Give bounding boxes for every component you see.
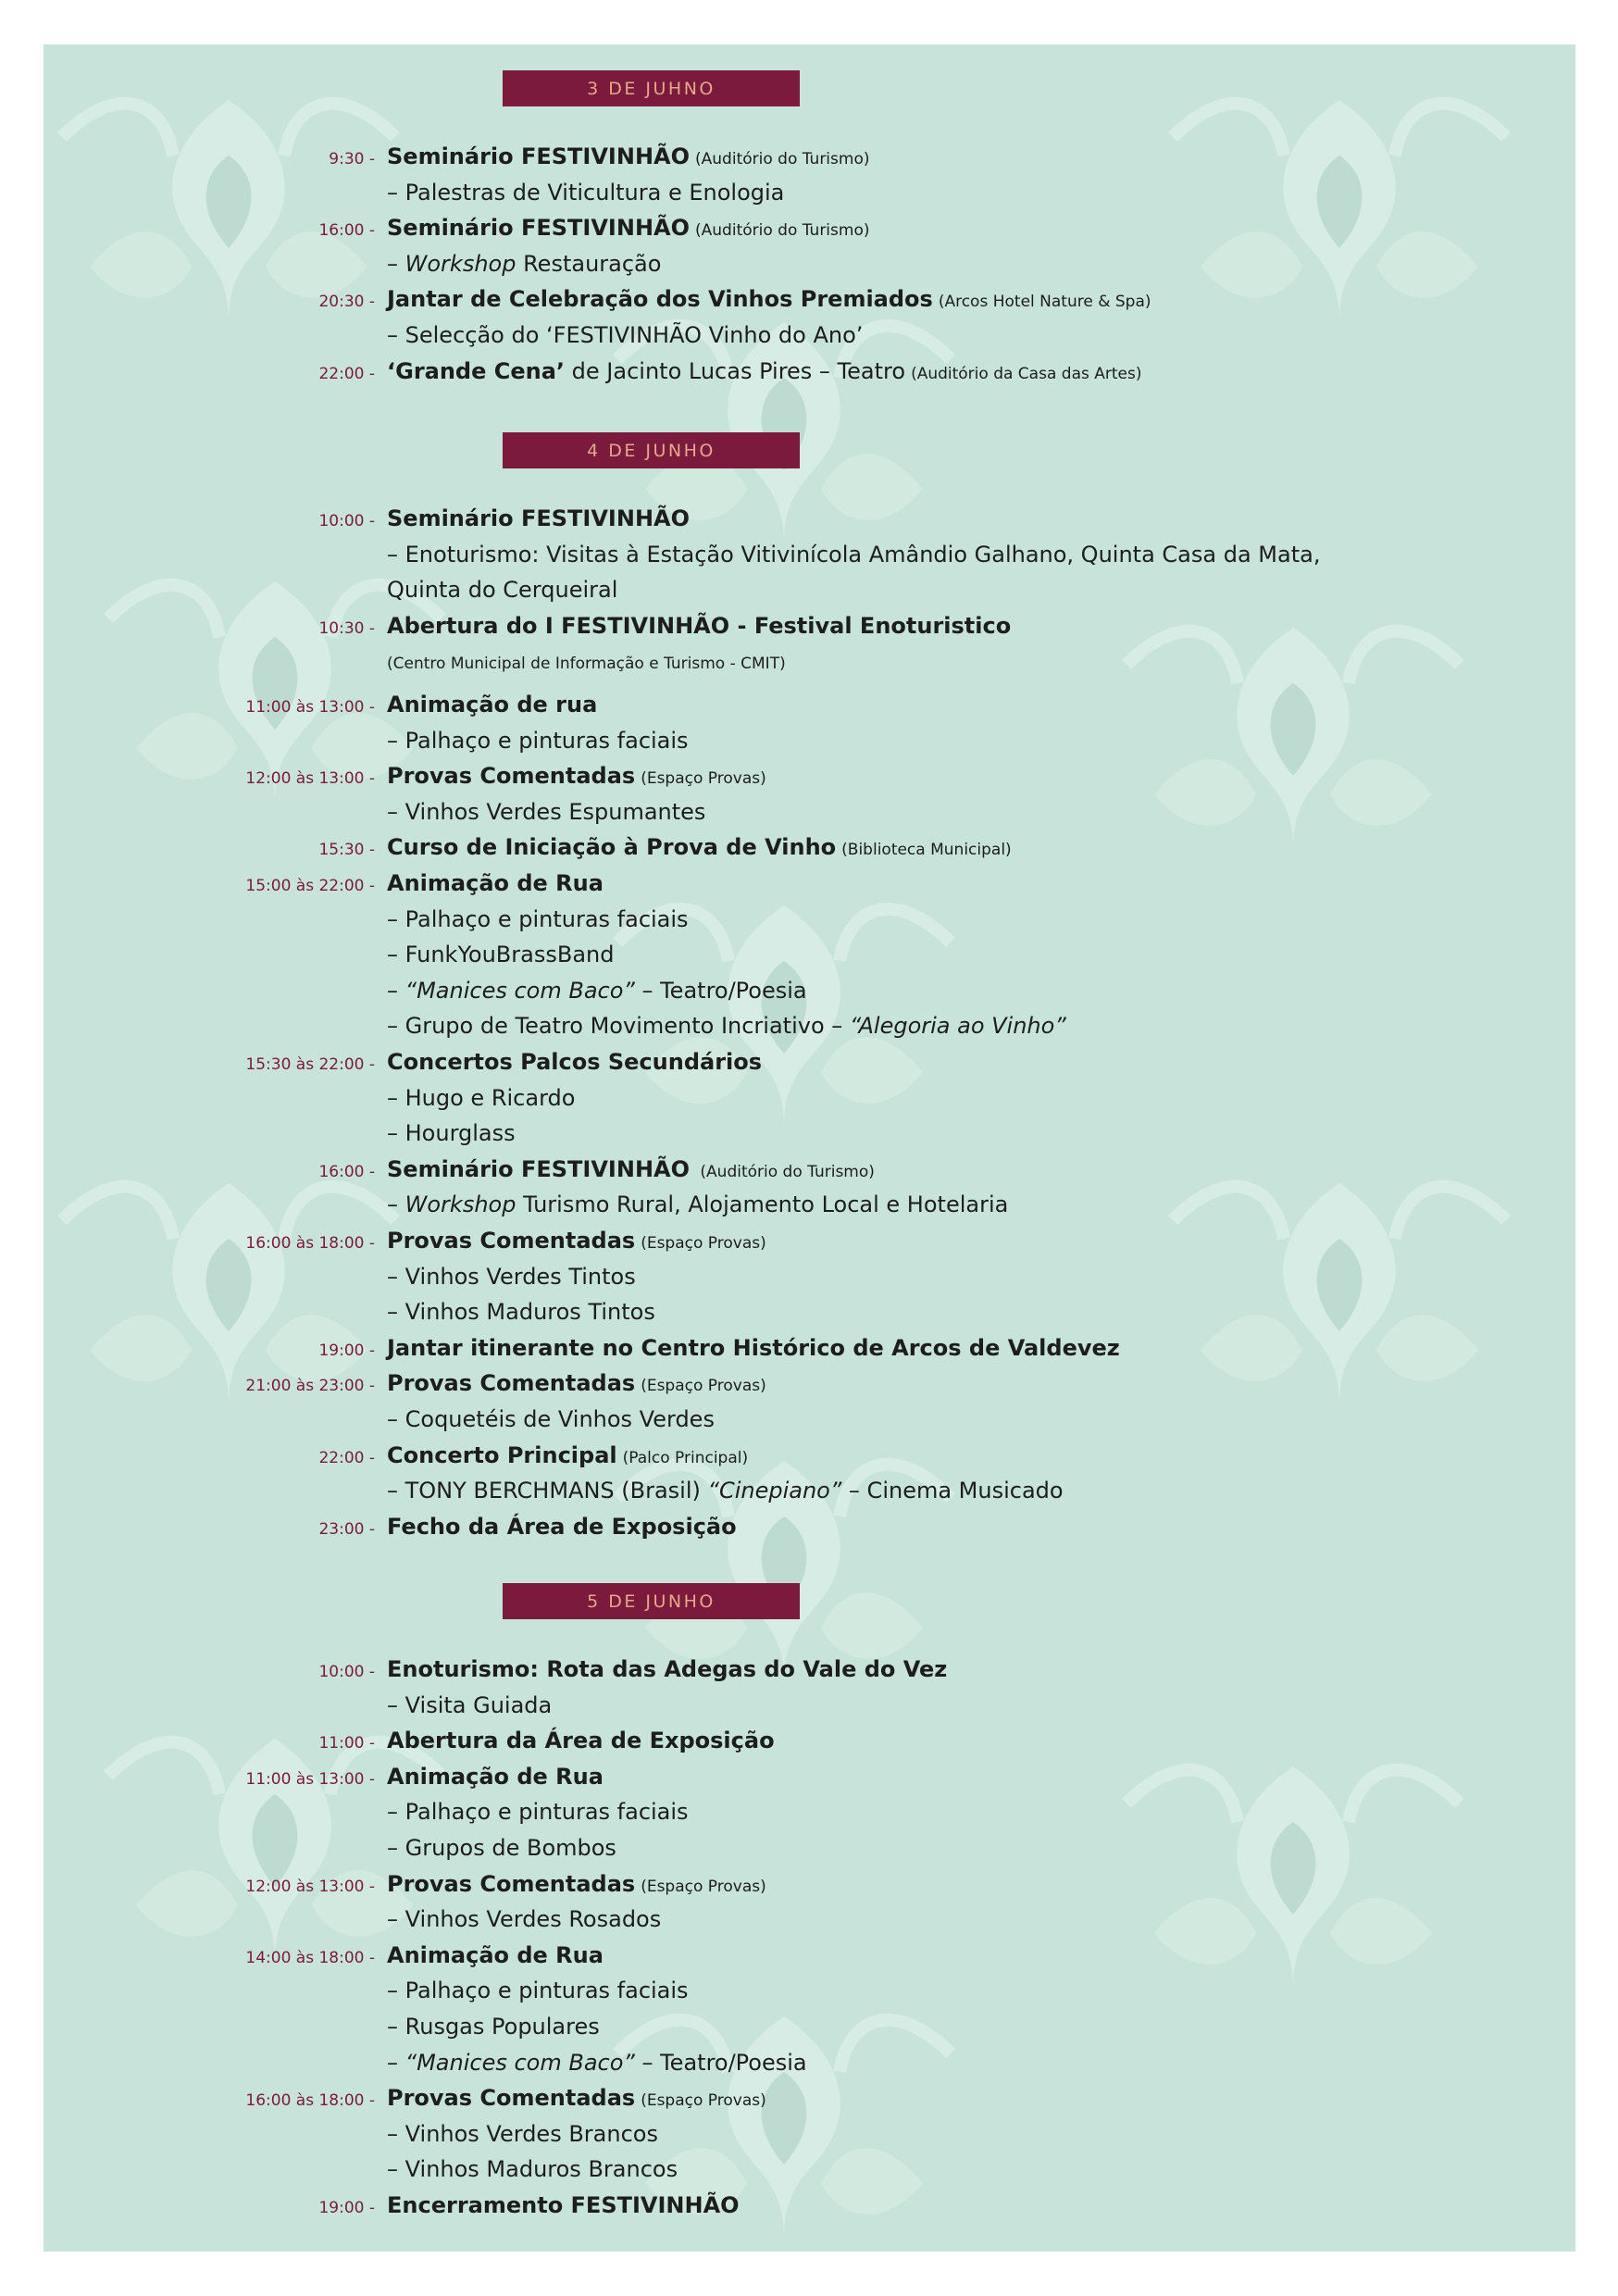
- event-detail-row: [0, 1120, 1481, 1155]
- event-title: Seminário FESTIVINHÃO: [387, 505, 691, 531]
- event-detail-row: [0, 322, 1481, 357]
- event-text: [387, 1799, 689, 1825]
- event-row: [0, 870, 1481, 905]
- event-detail: – Hugo e Ricardo: [387, 1085, 576, 1111]
- event-text: [387, 1228, 766, 1254]
- event-detail: de Jacinto Lucas Pires – Teatro: [565, 358, 906, 384]
- event-detail-row: [0, 2050, 1481, 2085]
- event-text: [387, 1514, 737, 1540]
- event-detail-row: [0, 1978, 1481, 2013]
- event-row: [0, 1442, 1481, 1478]
- event-text: [387, 1692, 552, 1718]
- event-venue: (Centro Municipal de Informação e Turismo - CMIT): [387, 655, 786, 673]
- event-venue: (Auditório do Turismo): [695, 1163, 875, 1181]
- event-text: [387, 763, 766, 789]
- event-title: Provas Comentadas: [387, 1871, 636, 1897]
- event-venue: (Espaço Provas): [641, 1377, 766, 1395]
- event-title: Provas Comentadas: [387, 763, 636, 789]
- event-detail: – Enoturismo: Visitas à Estação Vitivinícola Amândio Galhano, Quinta Casa da Mata,: [387, 542, 1321, 568]
- event-row: [0, 1942, 1481, 1978]
- event-row: [0, 1764, 1481, 1799]
- event-row: [0, 144, 1481, 179]
- event-time: 16:00 -: [318, 221, 375, 240]
- event-detail: – Vinhos Verdes Rosados: [387, 1906, 662, 1932]
- event-text: [387, 505, 690, 531]
- event-title: Concerto Principal: [387, 1442, 617, 1468]
- event-detail: – FunkYouBrassBand: [387, 942, 615, 967]
- day-banner: 4 DE JUNHO: [503, 432, 800, 468]
- event-venue: (Espaço Provas): [641, 769, 766, 788]
- event-text: [387, 215, 870, 241]
- event-detail-row: [0, 1264, 1481, 1299]
- event-detail-row: [0, 1478, 1481, 1513]
- event-detail: – Rusgas Populares: [387, 2014, 600, 2040]
- event-text: [387, 799, 705, 825]
- event-title: Animação de rua: [387, 692, 598, 718]
- event-detail-row: [0, 906, 1481, 942]
- event-time: 19:00 -: [318, 1341, 375, 1360]
- event-text: [387, 870, 604, 896]
- event-detail-row: [0, 542, 1481, 577]
- event-time: 19:00 -: [318, 2199, 375, 2217]
- event-title: Abertura da Área de Exposição: [387, 1728, 775, 1753]
- event-detail-row: [0, 2014, 1481, 2049]
- event-text: [387, 2192, 740, 2218]
- event-text: [387, 1656, 947, 1682]
- event-detail-row: [0, 648, 1481, 683]
- event-text: [387, 2156, 678, 2182]
- event-row: [0, 1871, 1481, 1906]
- event-text: [387, 1978, 689, 2003]
- event-title: Seminário FESTIVINHÃO: [387, 144, 691, 169]
- event-detail-row: [0, 1085, 1481, 1120]
- event-detail-italic: Workshop: [404, 1192, 517, 1217]
- event-detail: – TONY BERCHMANS (Brasil): [387, 1478, 708, 1504]
- event-venue: (Auditório da Casa das Artes): [911, 365, 1142, 383]
- event-text: [387, 1442, 748, 1468]
- event-text: [387, 1764, 604, 1790]
- event-text: [387, 978, 807, 1004]
- event-text: [387, 322, 863, 348]
- event-row: [0, 2085, 1481, 2120]
- event-title: ‘Grande Cena’: [387, 358, 566, 384]
- event-title: Enoturismo: Rota das Adegas do Vale do Vez: [387, 1656, 948, 1682]
- event-row: [0, 215, 1481, 250]
- event-row: [0, 505, 1481, 541]
- event-time: 14:00 às 18:00 -: [245, 1949, 375, 1967]
- event-row: [0, 692, 1481, 727]
- event-time: 12:00 às 13:00 -: [245, 1878, 375, 1896]
- event-title: Curso de Iniciação à Prova de Vinho: [387, 834, 837, 860]
- event-title: Provas Comentadas: [387, 2085, 636, 2111]
- event-text: [387, 1120, 516, 1146]
- event-title: Encerramento FESTIVINHÃO: [387, 2192, 740, 2218]
- event-detail: –: [387, 251, 405, 277]
- event-text: [387, 251, 661, 277]
- event-detail-row: [0, 1906, 1481, 1941]
- event-detail: – Palhaço e pinturas faciais: [387, 728, 689, 754]
- event-detail: Quinta do Cerqueiral: [387, 577, 618, 603]
- event-text: [387, 1871, 766, 1897]
- event-title: Jantar itinerante no Centro Histórico de Arcos de Valdevez: [387, 1335, 1120, 1361]
- event-text: [387, 2014, 600, 2040]
- day-banner: 5 DE JUNHO: [503, 1583, 800, 1619]
- event-text: [387, 1478, 1064, 1504]
- event-text: [387, 2121, 658, 2147]
- event-detail-row: [0, 799, 1481, 834]
- event-time: 10:30 -: [318, 619, 375, 638]
- event-text: [387, 692, 597, 718]
- event-text: [387, 728, 689, 754]
- event-text: [387, 1835, 616, 1861]
- event-text: [387, 2085, 766, 2111]
- event-detail: – Vinhos Verdes Espumantes: [387, 799, 706, 825]
- event-time: 11:00 -: [318, 1734, 375, 1753]
- event-text: [387, 1156, 875, 1182]
- event-row: [0, 358, 1481, 393]
- event-venue: (Biblioteca Municipal): [841, 841, 1012, 859]
- event-text: [387, 1049, 762, 1075]
- event-title: Animação de Rua: [387, 870, 604, 896]
- event-time: 15:30 às 22:00 -: [245, 1055, 375, 1074]
- event-venue: (Auditório do Turismo): [695, 221, 870, 240]
- event-time: 16:00 às 18:00 -: [245, 1234, 375, 1253]
- event-text: [387, 144, 870, 169]
- event-text: [387, 180, 784, 206]
- day-banner: 3 DE JUHNO: [503, 70, 800, 106]
- event-time: 15:00 às 22:00 -: [245, 877, 375, 895]
- event-row: [0, 1656, 1481, 1691]
- event-detail: – Teatro/Poesia: [634, 978, 807, 1004]
- event-detail-italic: “Cinepiano”: [707, 1478, 842, 1504]
- event-row: [0, 1335, 1481, 1370]
- event-time: 10:00 -: [318, 1663, 375, 1681]
- event-detail-italic: “Alegoria ao Vinho”: [849, 1013, 1066, 1039]
- event-detail-row: [0, 1299, 1481, 1334]
- event-time: 11:00 às 13:00 -: [245, 698, 375, 717]
- event-title: Abertura do I FESTIVINHÃO - Festival Enoturistico: [387, 613, 1012, 639]
- event-text: [387, 358, 1141, 384]
- event-title: Animação de Rua: [387, 1764, 604, 1790]
- event-detail-row: [0, 978, 1481, 1013]
- event-time: 23:00 -: [318, 1520, 375, 1539]
- event-detail-row: [0, 2121, 1481, 2156]
- event-row: [0, 1370, 1481, 1405]
- event-title: Fecho da Área de Exposição: [387, 1514, 737, 1540]
- event-text: [387, 834, 1012, 860]
- event-text: [387, 1728, 775, 1753]
- event-time: 16:00 -: [318, 1163, 375, 1181]
- event-detail: – Cinema Musicado: [841, 1478, 1064, 1504]
- event-text: [387, 286, 1151, 312]
- event-detail: – Vinhos Verdes Tintos: [387, 1264, 636, 1290]
- event-row: [0, 1156, 1481, 1192]
- event-detail: – Visita Guiada: [387, 1692, 553, 1718]
- event-detail-italic: “Manices com Baco”: [404, 2050, 635, 2076]
- event-row: [0, 1228, 1481, 1263]
- event-title: Provas Comentadas: [387, 1370, 636, 1396]
- event-venue: (Arcos Hotel Nature & Spa): [938, 293, 1151, 311]
- event-text: [387, 1299, 655, 1325]
- event-title: Concertos Palcos Secundários: [387, 1049, 763, 1075]
- event-time: 9:30 -: [329, 150, 375, 168]
- event-text: [387, 906, 689, 932]
- event-detail-italic: “Manices com Baco”: [404, 978, 635, 1004]
- event-row: [0, 613, 1481, 648]
- event-detail-row: [0, 728, 1481, 763]
- event-detail: – Vinhos Verdes Brancos: [387, 2121, 658, 2147]
- event-row: [0, 286, 1481, 321]
- event-title: Jantar de Celebração dos Vinhos Premiados: [387, 286, 933, 312]
- event-text: [387, 1085, 575, 1111]
- event-detail: – Hourglass: [387, 1120, 516, 1146]
- event-text: [387, 542, 1320, 568]
- event-detail-row: [0, 1013, 1481, 1048]
- event-detail-row: [0, 1692, 1481, 1728]
- event-detail: – Grupo de Teatro Movimento Incriativo –: [387, 1013, 850, 1039]
- event-row: [0, 1049, 1481, 1084]
- event-detail-row: [0, 180, 1481, 215]
- event-detail: Turismo Rural, Alojamento Local e Hotelaria: [516, 1192, 1009, 1217]
- event-title: Seminário FESTIVINHÃO: [387, 1156, 691, 1182]
- event-text: [387, 1335, 1120, 1361]
- event-title: Seminário FESTIVINHÃO: [387, 215, 691, 241]
- event-text: [387, 1264, 636, 1290]
- event-text: [387, 1370, 766, 1396]
- event-detail: – Vinhos Maduros Tintos: [387, 1299, 655, 1325]
- event-row: [0, 2192, 1481, 2227]
- event-detail: – Coquetéis de Vinhos Verdes: [387, 1406, 715, 1432]
- event-text: [387, 613, 1011, 639]
- event-time: 12:00 às 13:00 -: [245, 769, 375, 788]
- event-detail: – Vinhos Maduros Brancos: [387, 2156, 678, 2182]
- event-row: [0, 834, 1481, 869]
- event-time: 22:00 -: [318, 1449, 375, 1467]
- event-text: [387, 942, 614, 967]
- event-venue: (Palco Principal): [622, 1449, 749, 1467]
- event-detail-row: [0, 1835, 1481, 1870]
- event-text: [387, 1406, 715, 1432]
- event-time: 16:00 às 18:00 -: [245, 2091, 375, 2110]
- event-row: [0, 763, 1481, 798]
- event-text: [387, 648, 786, 674]
- event-row: [0, 1728, 1481, 1763]
- event-time: 10:00 -: [318, 512, 375, 530]
- event-text: [387, 577, 617, 603]
- event-title: Provas Comentadas: [387, 1228, 636, 1254]
- event-time: 22:00 -: [318, 365, 375, 383]
- event-text: [387, 2050, 807, 2076]
- event-detail: – Palhaço e pinturas faciais: [387, 1978, 689, 2003]
- event-time: 21:00 às 23:00 -: [245, 1377, 375, 1395]
- event-text: [387, 1192, 1008, 1217]
- event-detail: – Palestras de Viticultura e Enologia: [387, 180, 785, 206]
- event-detail: –: [387, 978, 405, 1004]
- event-detail: – Grupos de Bombos: [387, 1835, 616, 1861]
- event-detail: – Selecção do ‘FESTIVINHÃO Vinho do Ano’: [387, 322, 864, 348]
- event-text: [387, 1942, 604, 1968]
- event-detail-row: [0, 2156, 1481, 2191]
- event-time: 11:00 às 13:00 -: [245, 1770, 375, 1789]
- event-time: 20:30 -: [318, 293, 375, 311]
- event-detail-row: [0, 1192, 1481, 1227]
- event-detail: – Palhaço e pinturas faciais: [387, 906, 689, 932]
- event-detail: –: [387, 1192, 405, 1217]
- event-detail: – Palhaço e pinturas faciais: [387, 1799, 689, 1825]
- event-detail-italic: Workshop: [404, 251, 517, 277]
- event-venue: (Espaço Provas): [641, 2091, 766, 2110]
- event-venue: (Auditório do Turismo): [695, 150, 870, 168]
- event-detail-row: [0, 942, 1481, 977]
- event-venue: (Espaço Provas): [641, 1234, 766, 1253]
- event-detail: –: [387, 2050, 405, 2076]
- event-time: 15:30 -: [318, 841, 375, 859]
- event-detail-row: [0, 577, 1481, 612]
- event-detail: Restauração: [516, 251, 662, 277]
- event-detail-row: [0, 1799, 1481, 1834]
- event-text: [387, 1906, 661, 1932]
- event-detail-row: [0, 251, 1481, 286]
- event-venue: (Espaço Provas): [641, 1878, 766, 1896]
- event-text: [387, 1013, 1066, 1039]
- event-detail-row: [0, 1406, 1481, 1441]
- event-title: Animação de Rua: [387, 1942, 604, 1968]
- event-row: [0, 1514, 1481, 1549]
- event-detail: – Teatro/Poesia: [634, 2050, 807, 2076]
